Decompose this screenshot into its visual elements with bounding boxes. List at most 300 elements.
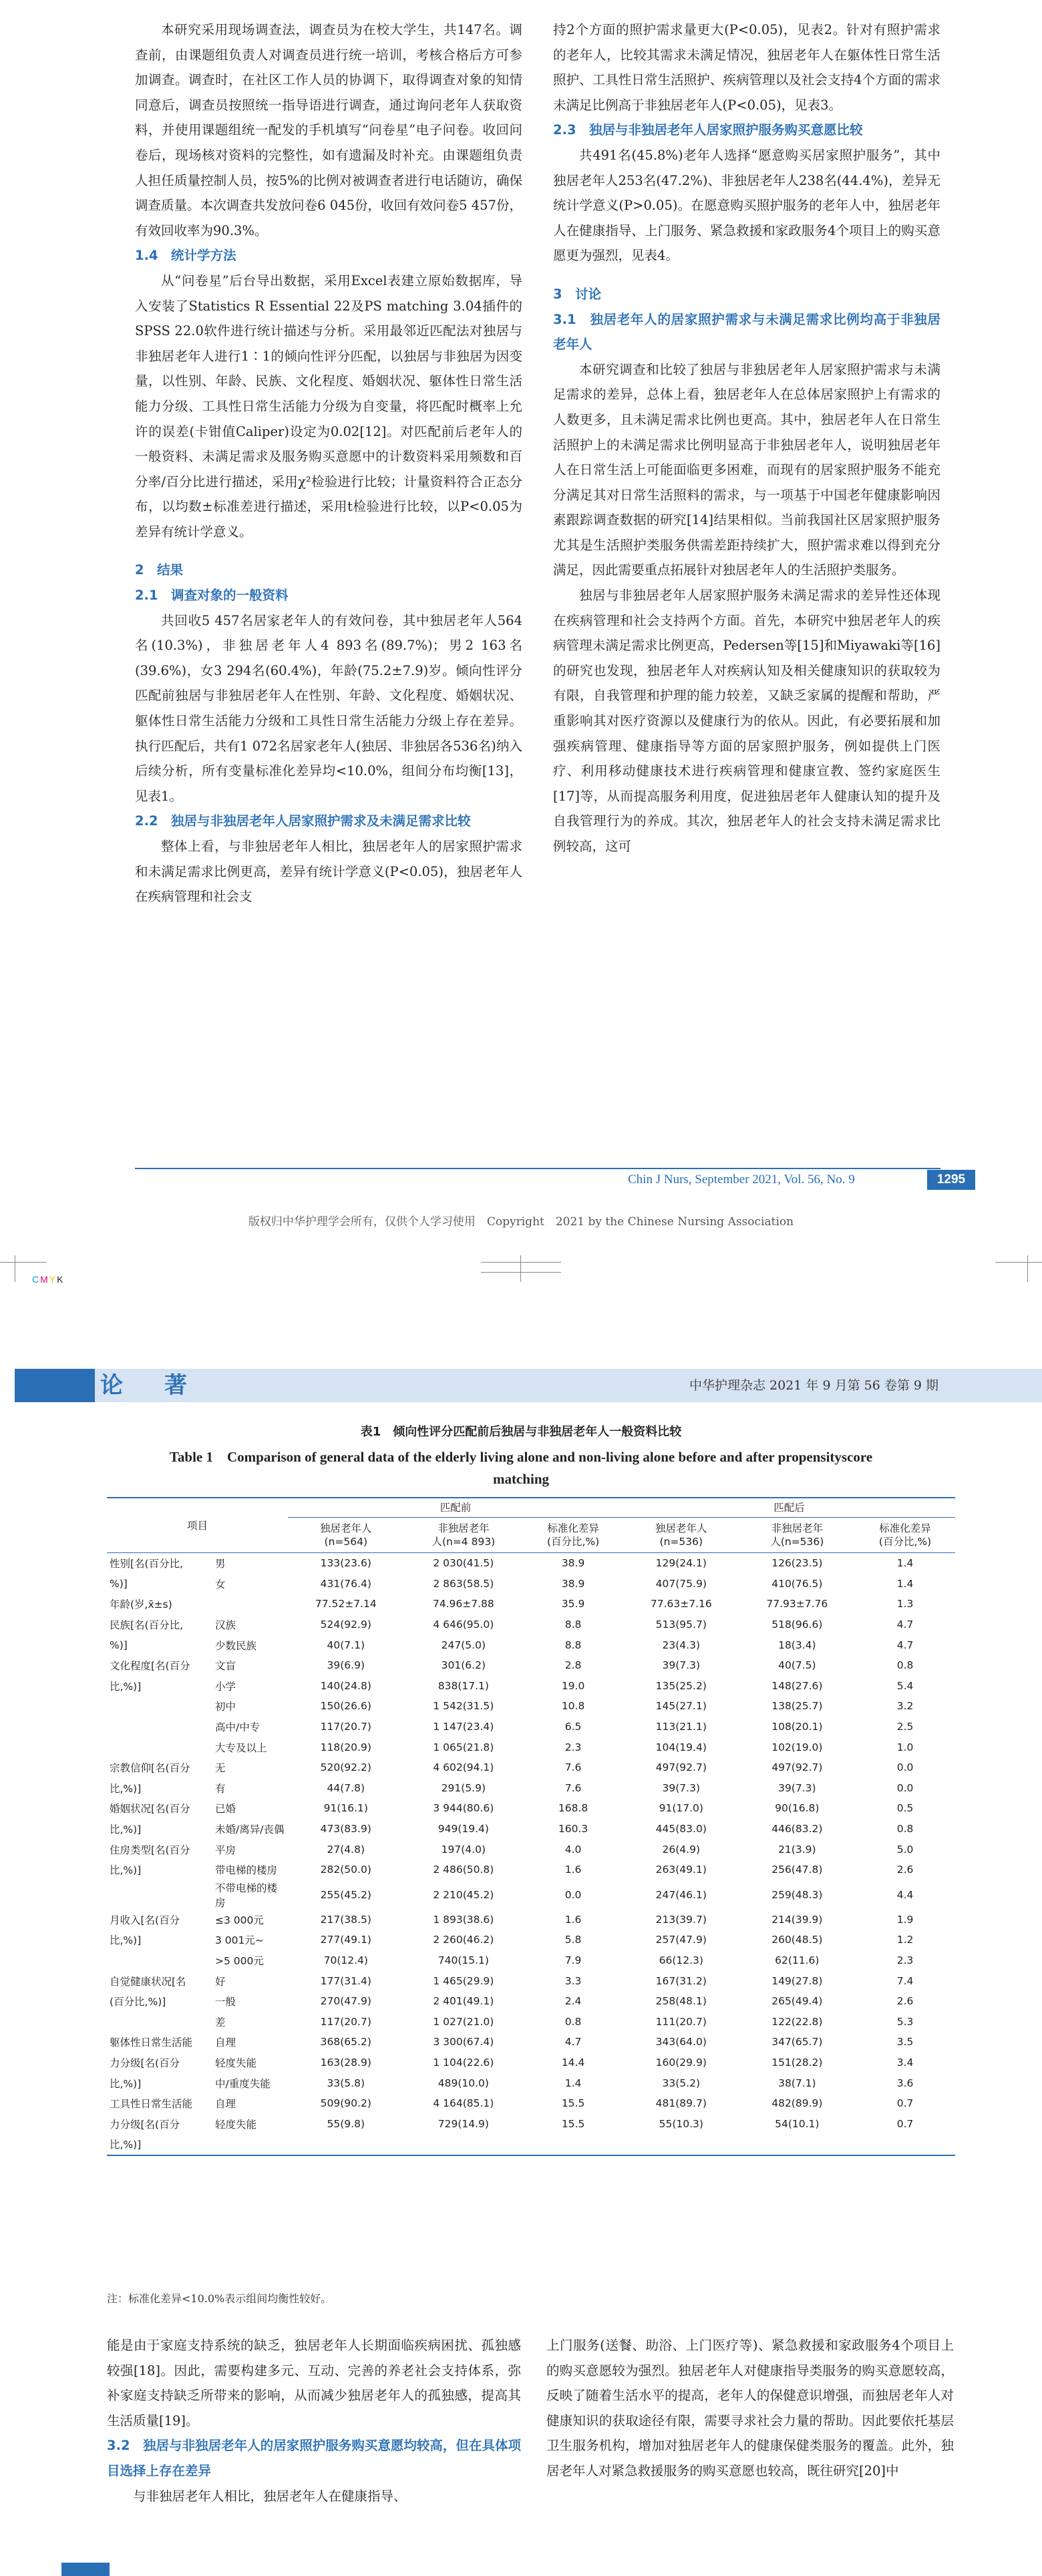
table-cell-e: 482(89.9): [771, 2097, 823, 2110]
table-cell-d: 247(46.1): [655, 1888, 707, 1901]
table-cell-b: 1 893(38.6): [433, 1913, 494, 1926]
table-cell-sub: 3 001元~: [215, 1934, 264, 1947]
table-cell-d: 160(29.9): [655, 2056, 707, 2069]
table-cell-item: 比,%)]: [110, 1934, 142, 1947]
page2-left-column: [107, 2333, 521, 2509]
table-row: [107, 2134, 955, 2155]
table-cell-item: 性别[名(百分比,: [110, 1558, 184, 1570]
table-cell-sub: 汉族: [215, 1619, 236, 1632]
table-row: [107, 1930, 955, 1950]
table-cell-a: 33(5.8): [327, 2077, 365, 2089]
table-cell-item: 比,%)]: [110, 1782, 142, 1795]
table-cell-b: 1 065(21.8): [433, 1741, 494, 1753]
crop-mark: [481, 1262, 561, 1263]
subsection-heading: 2.2 独居与非独居老年人居家照护需求及未满足需求比较: [135, 813, 471, 829]
table-cell-b: 838(17.1): [438, 1679, 489, 1692]
table-row: [107, 1574, 955, 1594]
body-paragraph: 整体上看，与非独居老年人相比，独居老年人的居家照护需求和未满足需求比例更高，差异有统计学意义(P<0.05)，独居老年人在疾病管理和社会支: [135, 839, 522, 905]
table-cell-a: 255(45.2): [320, 1888, 371, 1901]
table-cell-c: 3.3: [564, 1974, 582, 1987]
table-cell-a: 270(47.9): [320, 1995, 371, 2008]
table-row: [107, 2093, 955, 2114]
table-row: [107, 1910, 955, 1930]
cmyk-c: C: [32, 1274, 41, 1285]
table-cell-item: 比,%)]: [110, 1680, 142, 1693]
table-cell-f: 0.7: [896, 2097, 914, 2110]
table-cell-c: 168.8: [558, 1802, 588, 1815]
table-cell-b: 74.96±7.88: [432, 1598, 494, 1611]
crop-mark: [481, 1272, 561, 1273]
table-cell-d: 445(83.0): [655, 1823, 707, 1836]
table-cell-b: 3 944(80.6): [433, 1802, 494, 1815]
table-cell-b: 1 147(23.4): [433, 1721, 494, 1733]
table-cell-item: %)]: [110, 1639, 128, 1651]
table-cell-e: 497(92.7): [771, 1761, 823, 1774]
table-cell-f: 3.6: [896, 2077, 914, 2089]
table-cell-sub: 女: [215, 1578, 226, 1590]
table-cell-e: 38(7.1): [778, 2077, 816, 2089]
table-cell-d: 258(48.1): [655, 1995, 707, 2008]
table-cell-item: (百分比,%)]: [110, 1996, 166, 2008]
table-cell-a: 40(7.1): [327, 1639, 365, 1651]
table-cell-c: 0.0: [564, 1888, 582, 1901]
table-cell-item: 宗教信仰[名(百分: [110, 1762, 190, 1775]
subsection-heading: 2.3 独居与非独居老年人居家照护服务购买意愿比较: [553, 122, 863, 138]
table-cell-item: 工具性日常生活能: [110, 2098, 193, 2111]
table-cell-c: 19.0: [561, 1679, 585, 1692]
table-cell-e: 260(48.5): [771, 1934, 823, 1946]
table-cell-c: 38.9: [561, 1577, 585, 1590]
col-nonalone-before: 非独居老年 人(n=4 893): [404, 1518, 524, 1553]
table-cell-item: 月收入[名(百分: [110, 1914, 180, 1926]
table-cell-b: 4 602(94.1): [433, 1761, 494, 1774]
table-row: [107, 1553, 955, 1574]
table-cell-item: [107, 1717, 212, 1737]
table-cell-d: 167(31.2): [655, 1974, 707, 1987]
table-cell-d: 66(12.3): [659, 1954, 703, 1966]
table-cell-b: 2 401(49.1): [433, 1995, 494, 2008]
table-cell-a: 217(38.5): [320, 1913, 371, 1926]
subsection-heading: 2.1 调查对象的一般资料: [135, 588, 289, 604]
table-cell-f: 1.3: [896, 1598, 914, 1611]
table-row: [107, 2113, 955, 2134]
table-cell-f: 3.2: [896, 1700, 914, 1713]
table-cell-sub: 初中: [215, 1701, 236, 1713]
table-cell-c: 2.4: [564, 1995, 582, 2008]
table-cell-a: 431(76.4): [320, 1577, 371, 1590]
col-std-before: 标准化差异 (百分比,%): [523, 1518, 623, 1553]
table-cell-e: 518(96.6): [771, 1619, 823, 1631]
table-cell-e: 18(3.4): [778, 1639, 816, 1651]
table-cell-e: 347(65.7): [771, 2036, 823, 2049]
subsection-heading: 3.1 独居老年人的居家照护需求与未满足需求比例均高于非独居老年人: [553, 311, 940, 353]
page1-right-column: [553, 17, 940, 859]
table-cell-a: 509(90.2): [320, 2097, 371, 2110]
table-cell-e: 21(3.9): [778, 1843, 816, 1856]
table-cell-f: 1.4: [896, 1557, 914, 1570]
table-cell-a: 118(20.9): [320, 1741, 371, 1753]
page-1: [0, 0, 1042, 1269]
table-cell-d: 129(24.1): [655, 1557, 707, 1570]
table-cell-sub: 平房: [215, 1844, 236, 1856]
table-cell-d: 213(39.7): [655, 1913, 707, 1926]
table-cell-item: 年龄(岁,x̄±s): [110, 1598, 172, 1611]
table-cell-f: 0.8: [896, 1823, 914, 1836]
table-cell-c: 4.7: [564, 2036, 582, 2049]
table-row: [107, 1635, 955, 1655]
table-cell-c: 10.8: [561, 1700, 585, 1713]
table-cell-f: 0.7: [896, 2117, 914, 2130]
table-cell-b: 2 486(50.8): [433, 1864, 494, 1876]
table-cell-d: 111(20.7): [655, 2015, 707, 2028]
table-cell-b: 1 465(29.9): [433, 1974, 494, 1987]
page-tab: [61, 2563, 110, 2576]
table-cell-e: 265(49.4): [771, 1995, 823, 2008]
table-cell-a: 117(20.7): [320, 2015, 371, 2028]
cmyk-y: Y: [49, 1274, 57, 1285]
table-cell-a: 150(26.6): [320, 1700, 371, 1713]
section-heading: 3 讨论: [553, 286, 602, 302]
table-cell-e: 102(19.0): [771, 1741, 823, 1753]
copyright-notice: 版权归中华护理学会所有，仅供个人学习使用 Copyright 2021 by the Chinese Nursing Association: [248, 1215, 794, 1229]
table-cell-e: 126(23.5): [771, 1557, 823, 1570]
table-cell-d: 55(10.3): [659, 2117, 703, 2130]
table-cell-sub: ≤3 000元: [215, 1914, 264, 1926]
table-cell-c: 4.0: [564, 1843, 582, 1856]
table-cell-sub: 男: [215, 1558, 226, 1570]
table-cell-item: [107, 1737, 212, 1757]
table-cell-c: 160.3: [558, 1823, 588, 1836]
table-cell-c: 38.9: [561, 1557, 585, 1570]
body-paragraph: 上门服务(送餐、助浴、上门医疗等)、紧急救援和家政服务4个项目上的购买意愿较为强烈。独居老年人对健康指导类服务的购买意愿较高，反映了随着生活水平的提高，老年人的保健意识增强，而独居老年人对健康知识的获取途径有限，需要寻求社会力量的帮助。因此要依托基层卫生服务机构，增加对独居老年人的健康保健类服务的覆盖。此外，独居老年人对紧急救援服务的购买意愿也较高，既往研究[20]中: [546, 2338, 954, 2479]
table-item-header: 项目: [107, 1498, 288, 1553]
table-cell-item: 文化程度[名(百分: [110, 1660, 190, 1673]
page2-right-column: [546, 2333, 954, 2484]
table-row: [107, 1696, 955, 1717]
table-cell-d: 26(4.9): [662, 1843, 700, 1856]
table-cell-a: 133(23.6): [320, 1557, 371, 1570]
table-cell-a: 44(7.8): [327, 1781, 365, 1794]
table-cell-e: 138(25.7): [771, 1700, 823, 1713]
table-cell-sub: 无: [215, 1762, 226, 1775]
table-cell-a: 27(4.8): [327, 1843, 365, 1856]
table-cell-sub: 中/重度失能: [215, 2077, 271, 2090]
table-cell-f: 5.0: [896, 1843, 914, 1856]
table-cell-a: 368(65.2): [320, 2036, 371, 2049]
table-caption-cn: 表1 倾向性评分匹配前后独居与非独居老年人一般资料比较: [360, 1425, 682, 1439]
table-cell-a: 39(6.9): [327, 1659, 365, 1672]
table-cell-d: 135(25.2): [655, 1679, 707, 1692]
table-cell-a: 70(12.4): [323, 1954, 368, 1966]
table-cell-e: 122(22.8): [771, 2015, 823, 2028]
table-cell-item: 婚姻状况[名(百分: [110, 1803, 190, 1815]
table-cell-c: 2.8: [564, 1659, 582, 1672]
table-cell-d: 113(21.1): [655, 1721, 707, 1733]
table-cell-f: 4.7: [896, 1639, 914, 1651]
table-cell-e: 39(7.3): [778, 1781, 816, 1794]
table-cell-c: [523, 2134, 623, 2155]
section-title: 论 著: [100, 1372, 196, 1399]
table-cell-f: 2.5: [896, 1721, 914, 1733]
table-cell-c: 8.8: [564, 1619, 582, 1631]
table-cell-b: 301(6.2): [441, 1659, 486, 1672]
table-cell-b: 291(5.9): [441, 1781, 486, 1794]
table-row: [107, 1991, 955, 2012]
table-cell-d: 104(19.4): [655, 1741, 707, 1753]
table-cell-sub: 高中/中专: [215, 1721, 260, 1734]
table-cell-b: 740(15.1): [438, 1954, 489, 1966]
table-cell-e: 148(27.6): [771, 1679, 823, 1692]
section-band-accent: [15, 1369, 95, 1402]
table-cell-item: [107, 2011, 212, 2032]
table-cell-item: [107, 1880, 212, 1910]
col-std-after: 标准化差异 (百分比,%): [855, 1518, 955, 1553]
body-paragraph: 独居与非独居老年人居家照护服务未满足需求的差异性还体现在疾病管理和社会支持两个方面。首先，本研究中独居老年人的疾病管理未满足需求比例更高，Pedersen等[15]和Miyawaki等[16]的研究也发现，独居老年人对疾病认知及相关健康知识的获取较为有限，自我管理和护理的能力较差，又缺乏家属的提醒和帮助，严重影响其对医疗资源以及健康行为的依从。因此，有必要拓展和加强疾病管理、健康指导等方面的居家照护服务，例如提供上门医疗、利用移动健康技术进行疾病管理和健康宣教、签约家庭医生[17]等，从而提高服务利用度，促进独居老年人健康认知的提升及自我管理行为的养成。其次，独居老年人的社会支持未满足需求比例较高，这可: [553, 588, 940, 854]
table-cell-sub: 轻度失能: [215, 2057, 257, 2069]
body-paragraph: 与非独居老年人相比，独居老年人在健康指导、: [133, 2488, 407, 2504]
table-cell-item: 住房类型[名(百分: [110, 1844, 190, 1856]
table-row: [107, 1950, 955, 1971]
table-cell-d: [623, 2134, 739, 2155]
crop-mark: [0, 1262, 47, 1263]
table-cell-f: 1.4: [896, 1577, 914, 1590]
table-cell-d: 481(89.7): [655, 2097, 707, 2110]
table-cell-sub: 小学: [215, 1680, 236, 1693]
table-cell-b: 3 300(67.4): [433, 2036, 494, 2049]
table-cell-f: 3.4: [896, 2056, 914, 2069]
table-cell-b: 949(19.4): [438, 1823, 489, 1836]
table-cell-d: 263(49.1): [655, 1864, 707, 1876]
table-cell-item: 比,%)]: [110, 2077, 142, 2090]
table-cell-a: 77.52±7.14: [315, 1598, 377, 1611]
table-cell-e: 214(39.9): [771, 1913, 823, 1926]
table-cell-e: 149(27.8): [771, 1974, 823, 1987]
table-cell-b: 2 210(45.2): [433, 1888, 494, 1901]
cmyk-color-bar: [32, 1274, 64, 1285]
table-cell-b: 197(4.0): [441, 1843, 486, 1856]
body-paragraph: 共回收5 457名居家老年人的有效问卷，其中独居老年人564名(10.3%)，非独居老年人4 893名(89.7%)；男2 163名(39.6%)，女3 294名(60.4%)，年龄(75.2±7.9)岁。倾向性评分匹配前独居与非独居老年人在性别、年龄、文化程度、婚姻状况、躯体性日常生活能力分级和工具性日常生活能力分级上存在差异。执行匹配后，共有1 072名居家老年人(独居、非独居各536名)纳入后续分析，所有变量标准化差异均<10.0%，组间分布均衡[13]，见表1。: [135, 612, 522, 804]
table-row: [107, 1676, 955, 1697]
table-cell-f: 1.9: [896, 1913, 914, 1926]
table-row: [107, 1737, 955, 1757]
table-cell-sub: [212, 2134, 288, 2155]
footer-rule: [135, 1168, 940, 1169]
body-paragraph: 本研究采用现场调查法，调查员为在校大学生，共147名。调查前，由课题组负责人对调查员进行统一培训，考核合格后方可参加调查。调查时，在社区工作人员的协调下，取得调查对象的知情同意后，调查员按照统一指导语进行调查，通过询问老年人获取资料，并使用课题组统一配发的手机填写“问卷星”电子问卷。收回问卷后，现场核对资料的完整性，如有遗漏及时补充。由课题组负责人担任质量控制人员，按5%的比例对被调查者进行电话随访，确保调查质量。本次调查共发放问卷6 045份，收回有效问卷5 457份，有效回收率为90.3%。: [135, 22, 522, 238]
table-cell-f: 4.4: [896, 1888, 914, 1901]
journal-reference: Chin J Nurs, September 2021, Vol. 56, No. 9: [628, 1172, 855, 1187]
table-cell-f: 4.7: [896, 1619, 914, 1631]
table-cell-a: 91(16.1): [323, 1802, 368, 1815]
table-cell-f: 5.4: [896, 1679, 914, 1692]
table-cell-d: 77.63±7.16: [650, 1598, 712, 1611]
table-cell-f: 3.5: [896, 2036, 914, 2049]
table-cell-f: 5.3: [896, 2015, 914, 2028]
table-row: [107, 2053, 955, 2073]
col-nonalone-after: 非独居老年 人(n=536): [739, 1518, 856, 1553]
table-cell-item: [107, 1950, 212, 1971]
table-cell-c: 8.8: [564, 1639, 582, 1651]
table-cell-item: 比,%)]: [110, 1823, 142, 1836]
body-paragraph: 持2个方面的照护需求量更大(P<0.05)，见表2。针对有照护需求的老年人，比较其需求未满足情况，独居老年人在躯体性日常生活照护、工具性日常生活照护、疾病管理以及社会支持4个方面的需求未满足比例高于非独居老年人(P<0.05)，见表3。: [553, 22, 940, 113]
table-cell-f: 0.5: [896, 1802, 914, 1815]
table-cell-a: 282(50.0): [320, 1864, 371, 1876]
col-alone-after: 独居老年人 (n=536): [623, 1518, 739, 1553]
table-cell-sub: 好: [215, 1975, 226, 1988]
table-cell-c: 14.4: [561, 2056, 585, 2069]
table-cell-c: 2.3: [564, 1741, 582, 1753]
table-cell-sub: 有: [215, 1782, 226, 1795]
table-cell-d: 257(47.9): [655, 1934, 707, 1946]
table-cell-sub: 一般: [215, 1996, 236, 2008]
page-number: 1295: [927, 1170, 975, 1190]
table-cell-d: 145(27.1): [655, 1700, 707, 1713]
table-cell-b: 2 260(46.2): [433, 1934, 494, 1946]
table-cell-e: 410(76.5): [771, 1577, 823, 1590]
crop-mark: [520, 1255, 521, 1282]
table-row: [107, 2032, 955, 2053]
table-row: [107, 1717, 955, 1737]
table-cell-a: 277(49.1): [320, 1934, 371, 1946]
table-cell-b: 4 164(85.1): [433, 2097, 494, 2110]
table-cell-b: 1 104(22.6): [433, 2056, 494, 2069]
section-heading: 2 结果: [135, 562, 184, 578]
table-cell-sub: 带电梯的楼房: [215, 1864, 278, 1877]
page1-left-column: [135, 17, 522, 909]
body-paragraph: 共491名(45.8%)老年人选择“愿意购买居家照护服务”，其中独居老年人253名(47.2%)、非独居老年人238名(44.4%)，差异无统计学意义(P>0.05)。在愿意购买照护服务的老年人中，独居老年人在健康指导、上门服务、紧急救援和家政服务4个项目上的购买意愿更为强烈，见表4。: [553, 147, 940, 264]
table-cell-f: [855, 2134, 955, 2155]
table-cell-d: 39(7.3): [662, 1781, 700, 1794]
table-row: [107, 1757, 955, 1778]
table-cell-item: 比,%)]: [107, 2134, 212, 2155]
table-cell-b: 1 027(21.0): [433, 2015, 494, 2028]
table-cell-sub: 大专及以上: [215, 1741, 267, 1754]
table-cell-d: 407(75.9): [655, 1577, 707, 1590]
table-cell-f: 0.0: [896, 1781, 914, 1794]
table-cell-sub: 已婚: [215, 1803, 236, 1815]
table-row: [107, 1798, 955, 1819]
table-cell-f: 1.0: [896, 1741, 914, 1753]
table-cell-c: 0.8: [564, 2015, 582, 2028]
table-cell-e: 62(11.6): [775, 1954, 820, 1966]
table-cell-b: 2 030(41.5): [433, 1557, 494, 1570]
table-cell-e: 40(7.5): [778, 1659, 816, 1672]
table-note: 注：标准化差异<10.0%表示组间均衡性较好。: [107, 2292, 332, 2305]
table-cell-sub: 文盲: [215, 1660, 236, 1673]
col-alone-before: 独居老年人 (n=564): [288, 1518, 404, 1553]
table-cell-b: 4 646(95.0): [433, 1619, 494, 1631]
table-cell-c: 15.5: [561, 2097, 585, 2110]
table-cell-d: 33(5.2): [662, 2077, 700, 2089]
table-cell-e: [739, 2134, 856, 2155]
table-cell-sub: 不带电梯的楼房: [215, 1882, 278, 1909]
table-cell-item: 民族[名(百分比,: [110, 1619, 184, 1632]
table-cell-a: 520(92.2): [320, 1761, 371, 1774]
table-cell-item: 力分级[名(百分: [110, 2118, 180, 2131]
cmyk-k: K: [57, 1274, 65, 1285]
table-cell-e: 259(48.3): [771, 1888, 823, 1901]
table-cell-b: [404, 2134, 524, 2155]
table-cell-c: 6.5: [564, 1721, 582, 1733]
table-cell-e: 108(20.1): [771, 1721, 823, 1733]
table-cell-a: 55(9.8): [327, 2117, 365, 2130]
table-row: [107, 1594, 955, 1615]
table-cell-c: 7.6: [564, 1761, 582, 1774]
table-1: [107, 1497, 955, 2156]
table-cell-item: 力分级[名(百分: [110, 2057, 180, 2069]
table-group-before: 匹配前: [288, 1498, 623, 1518]
table-row: [107, 1819, 955, 1840]
table-cell-b: 2 863(58.5): [433, 1577, 494, 1590]
body-paragraph: 能是由于家庭支持系统的缺乏，独居老年人长期面临疾病困扰、孤独感较强[18]。因此，需要构建多元、互动、完善的养老社会支持体系，弥补家庭支持缺乏所带来的影响，从而减少独居老年人的孤独感，提高其生活质量[19]。: [107, 2338, 521, 2428]
table-cell-sub: 自理: [215, 2036, 236, 2049]
running-head: 中华护理杂志 2021 年 9 月第 56 卷第 9 期: [689, 1378, 938, 1393]
table-cell-item: 躯体性日常生活能: [110, 2036, 193, 2049]
table-cell-c: 7.9: [564, 1954, 582, 1966]
table-cell-f: 2.6: [896, 1864, 914, 1876]
table-cell-sub: 未婚/离异/丧偶: [215, 1823, 285, 1836]
table-caption-en: Table 1 Comparison of general data of the elderly living alone and non-living alone before and after propensityscore matching: [169, 1449, 887, 1487]
table-row: [107, 2073, 955, 2093]
table-cell-f: 1.2: [896, 1934, 914, 1946]
table-cell-c: 1.4: [564, 2077, 582, 2089]
table-cell-d: 91(17.0): [659, 1802, 703, 1815]
table-cell-d: 497(92.7): [655, 1761, 707, 1774]
table-cell-sub: >5 000元: [215, 1954, 264, 1967]
table-row: [107, 1880, 955, 1910]
table-cell-sub: 少数民族: [215, 1639, 257, 1652]
table-cell-f: 0.0: [896, 1761, 914, 1774]
table-cell-c: 15.5: [561, 2117, 585, 2130]
table-cell-a: 524(92.9): [320, 1619, 371, 1631]
table-cell-c: 1.6: [564, 1864, 582, 1876]
table-cell-f: 7.4: [896, 1974, 914, 1987]
table-group-after: 匹配后: [623, 1498, 955, 1518]
table-cell-c: 5.8: [564, 1934, 582, 1946]
table-cell-d: 23(4.3): [662, 1639, 700, 1651]
table-row: [107, 1778, 955, 1799]
table-cell-d: 39(7.3): [662, 1659, 700, 1672]
table-cell-d: 343(64.0): [655, 2036, 707, 2049]
table-row: [107, 1860, 955, 1880]
table-cell-e: 446(83.2): [771, 1823, 823, 1836]
table-cell-f: 2.6: [896, 1995, 914, 2008]
table-cell-d: 513(95.7): [655, 1619, 707, 1631]
table-cell-a: 473(83.9): [320, 1823, 371, 1836]
table-cell-e: 256(47.8): [771, 1864, 823, 1876]
table-cell-f: 0.8: [896, 1659, 914, 1672]
subsection-heading: 3.2 独居与非独居老年人的居家照护服务购买意愿均较高，但在具体项目选择上存在差异: [107, 2438, 521, 2479]
table-cell-f: 2.3: [896, 1954, 914, 1966]
table-cell-sub: 轻度失能: [215, 2118, 257, 2131]
table-cell-c: 7.6: [564, 1781, 582, 1794]
table-cell-a: 140(24.8): [320, 1679, 371, 1692]
table-cell-sub: 差: [215, 2016, 226, 2028]
table-cell-a: 163(28.9): [320, 2056, 371, 2069]
table-cell-e: 54(10.1): [775, 2117, 820, 2130]
table-row: [107, 2011, 955, 2032]
table-cell-e: 151(28.2): [771, 2056, 823, 2069]
table-cell-item: %)]: [110, 1577, 128, 1590]
table-cell-b: 247(5.0): [441, 1639, 486, 1651]
table-row: [107, 1839, 955, 1860]
table-cell-c: 35.9: [561, 1598, 585, 1611]
body-paragraph: 从“问卷星”后台导出数据，采用Excel表建立原始数据库，导入安装了Statistics R Essential 22及PS matching 3.04插件的SPSS 22.0软件进行统计描述与分析。采用最邻近匹配法对独居与非独居老年人进行1∶1的倾向性评分匹配，以独居与非独居为因变量，以性别、年龄、民族、文化程度、婚姻状况、躯体性日常生活能力分级、工具性日常生活能力分级为自变量，将匹配时概率上允许的误差(卡钳值Caliper)设定为0.02[12]。对匹配前后老年人的一般资料、未满足需求及服务购买意愿中的计数资料采用频数和百分率/百分比进行描述，采用χ²检验进行比较；计量资料符合正态分布，以均数±标准差进行描述，采用t检验进行比较，以P<0.05为差异有统计学意义。: [135, 272, 522, 540]
table-cell-e: 77.93±7.76: [766, 1598, 828, 1611]
table-row: [107, 1655, 955, 1676]
table-row: [107, 1615, 955, 1635]
table-cell-item: [107, 1696, 212, 1717]
crop-mark: [1027, 1255, 1028, 1282]
